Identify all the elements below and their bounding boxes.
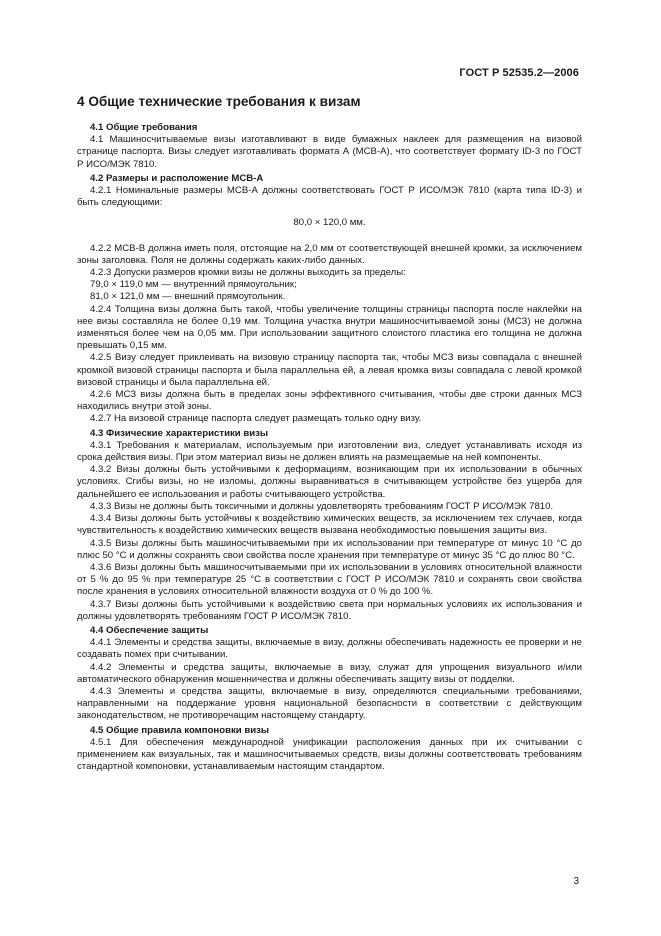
paragraph-4-3-2: 4.3.2 Визы должны быть устойчивыми к деформациям, возникающим при их использовании в обычных условиях. Сгибы визы, но не изломы, должны выравниваться в считывающем устройстве без ущерба для дальнейшего ее использования и работы считывающего устройства. — [77, 464, 582, 500]
paragraph-4-2-2: 4.2.2 МСВ-В должна иметь поля, отстоящие на 2,0 мм от соответствующей внешней кромки, за исключением зоны заголовка. Поля не должны содержать каких-либо данных. — [77, 242, 582, 266]
paragraph-4-3-1: 4.3.1 Требования к материалам, используемым при изготовлении виз, следует устанавливать исходя из срока действия визы. При этом материал визы не должен влиять на размещаемые на ней компоненты. — [77, 439, 582, 464]
paragraph-4-2-3-inner: 79,0 × 119,0 мм — внутренний прямоугольник; — [90, 279, 297, 291]
paragraph-4-2-1: 4.2.1 Номинальные размеры МСВ-А должны соответствовать ГОСТ Р ИСО/МЭК 7810 (карта типа ID-3) и быть следующими: — [77, 185, 582, 209]
document-body — [77, 94, 582, 773]
paragraph-4-3-3: 4.3.3 Визы не должны быть токсичными и должны удовлетворять требованиям ГОСТ Р ИСО/МЭК 7810. — [90, 500, 554, 512]
paragraph-4-2-7: 4.2.7 На визовой странице паспорта следует размещать только одну визу. — [90, 413, 422, 425]
subsection-title-4-3: 4.3 Физические характеристики визы — [90, 427, 269, 439]
subsection-title-4-4: 4.4 Обеспечение защиты — [90, 624, 209, 636]
page-number: 3 — [573, 876, 579, 887]
paragraph-4-3-5: 4.3.5 Визы должны быть машиносчитываемыми при их использовании при температуре от минус 10 °C до плюс 50 °C и должны сохранять свои свойства после хранения при температуре от минус 35 °C до плюс 80 °C. — [77, 537, 582, 561]
paragraph-4-5-1: 4.5.1 Для обеспечения международной унификации расположения данных при их считывании с применением как визуальных, так и машиносчитываемых средств, визы должны соответствовать требованиям стандартной компоновки, устанавливаемым настоящим стандартом. — [77, 736, 582, 773]
subsection-title-4-2: 4.2 Размеры и расположение МСВ-А — [90, 172, 264, 184]
paragraph-4-1: 4.1 Машиносчитываемые визы изготавливают в виде бумажных наклеек для размещения на визовой странице паспорта. Визы следует изготавливать формата А (МСВ-А), что соответствует формату ID-3 по ГОСТ Р ИСО/МЭК 7810. — [77, 134, 582, 170]
paragraph-4-2-3-outer: 81,0 × 121,0 мм — внешний прямоугольник. — [90, 291, 286, 303]
dimension-formula: 80,0 × 120,0 мм. — [293, 217, 366, 229]
document-header: ГОСТ Р 52535.2—2006 — [459, 67, 579, 79]
paragraph-4-4-1: 4.4.1 Элементы и средства защиты, включаемые в визу, должны обеспечивать надежность ее проверки и не создавать помех при считывании. — [77, 637, 582, 661]
paragraph-4-3-4: 4.3.4 Визы должны быть устойчивы к воздействию химических веществ, за исключением тех случаев, когда чувствительность к воздействию химических веществ вызвана необходимостью повышения защиты виз. — [77, 513, 582, 537]
subsection-title-4-1: 4.1 Общие требования — [90, 122, 198, 133]
paragraph-4-3-6: 4.3.6 Визы должны быть машиносчитываемыми при их использовании в условиях относительной влажности от 5 % до 95 % при температуре 25 °C в соответствии с ГОСТ Р ИСО/МЭК 7810 и сохранять свои свойства после хранения в условиях относительной влажности воздуха от 0 % до 100 %. — [77, 561, 582, 598]
paragraph-4-4-2: 4.4.2 Элементы и средства защиты, включаемые в визу, служат для упрощения визуального и/или автоматического обнаружения мошенничества и должны обеспечивать защиту визы от подделки. — [77, 661, 582, 685]
paragraph-4-2-6: 4.2.6 МСЗ визы должна быть в пределах зоны эффективного считывания, чтобы две строки данных МСЗ находились внутри этой зоны. — [77, 389, 582, 413]
paragraph-4-3-7: 4.3.7 Визы должны быть устойчивыми к воздействию света при нормальных условиях их использования и должны удовлетворять требованиям ГОСТ Р ИСО/МЭК 7810. — [77, 598, 582, 622]
paragraph-4-2-4: 4.2.4 Толщина визы должна быть такой, чтобы увеличение толщины страницы паспорта после наклейки на нее визы составляла не более 0,19 мм. Толщина участка внутри машиносчитываемой зоны (МСЗ) не должна изменяться более чем на 0,05 мм. При использовании защитного слоистого пластика его толщина не должна превышать 0,15 мм. — [77, 303, 582, 352]
subsection-title-4-5: 4.5 Общие правила компоновки визы — [90, 724, 270, 736]
section-title: 4 Общие технические требования к визам — [77, 94, 361, 109]
paragraph-4-4-3: 4.4.3 Элементы и средства защиты, включаемые в визу, определяются специальными требованиями, направленными на поддержание уровня национальной безопасности в соответствии с действующим законодательством, не противоречащим настоящему стандарту. — [77, 685, 582, 722]
paragraph-4-2-3: 4.2.3 Допуски размеров кромки визы не должны выходить за пределы: — [90, 267, 406, 279]
paragraph-4-2-5: 4.2.5 Визу следует приклеивать на визовую страницу паспорта так, чтобы МСЗ визы совпадала с внешней кромкой визовой страницы паспорта и была параллельна ей, а левая кромка визы совпадала с левой кромкой визовой страницы и была параллельна ей. — [77, 352, 582, 388]
